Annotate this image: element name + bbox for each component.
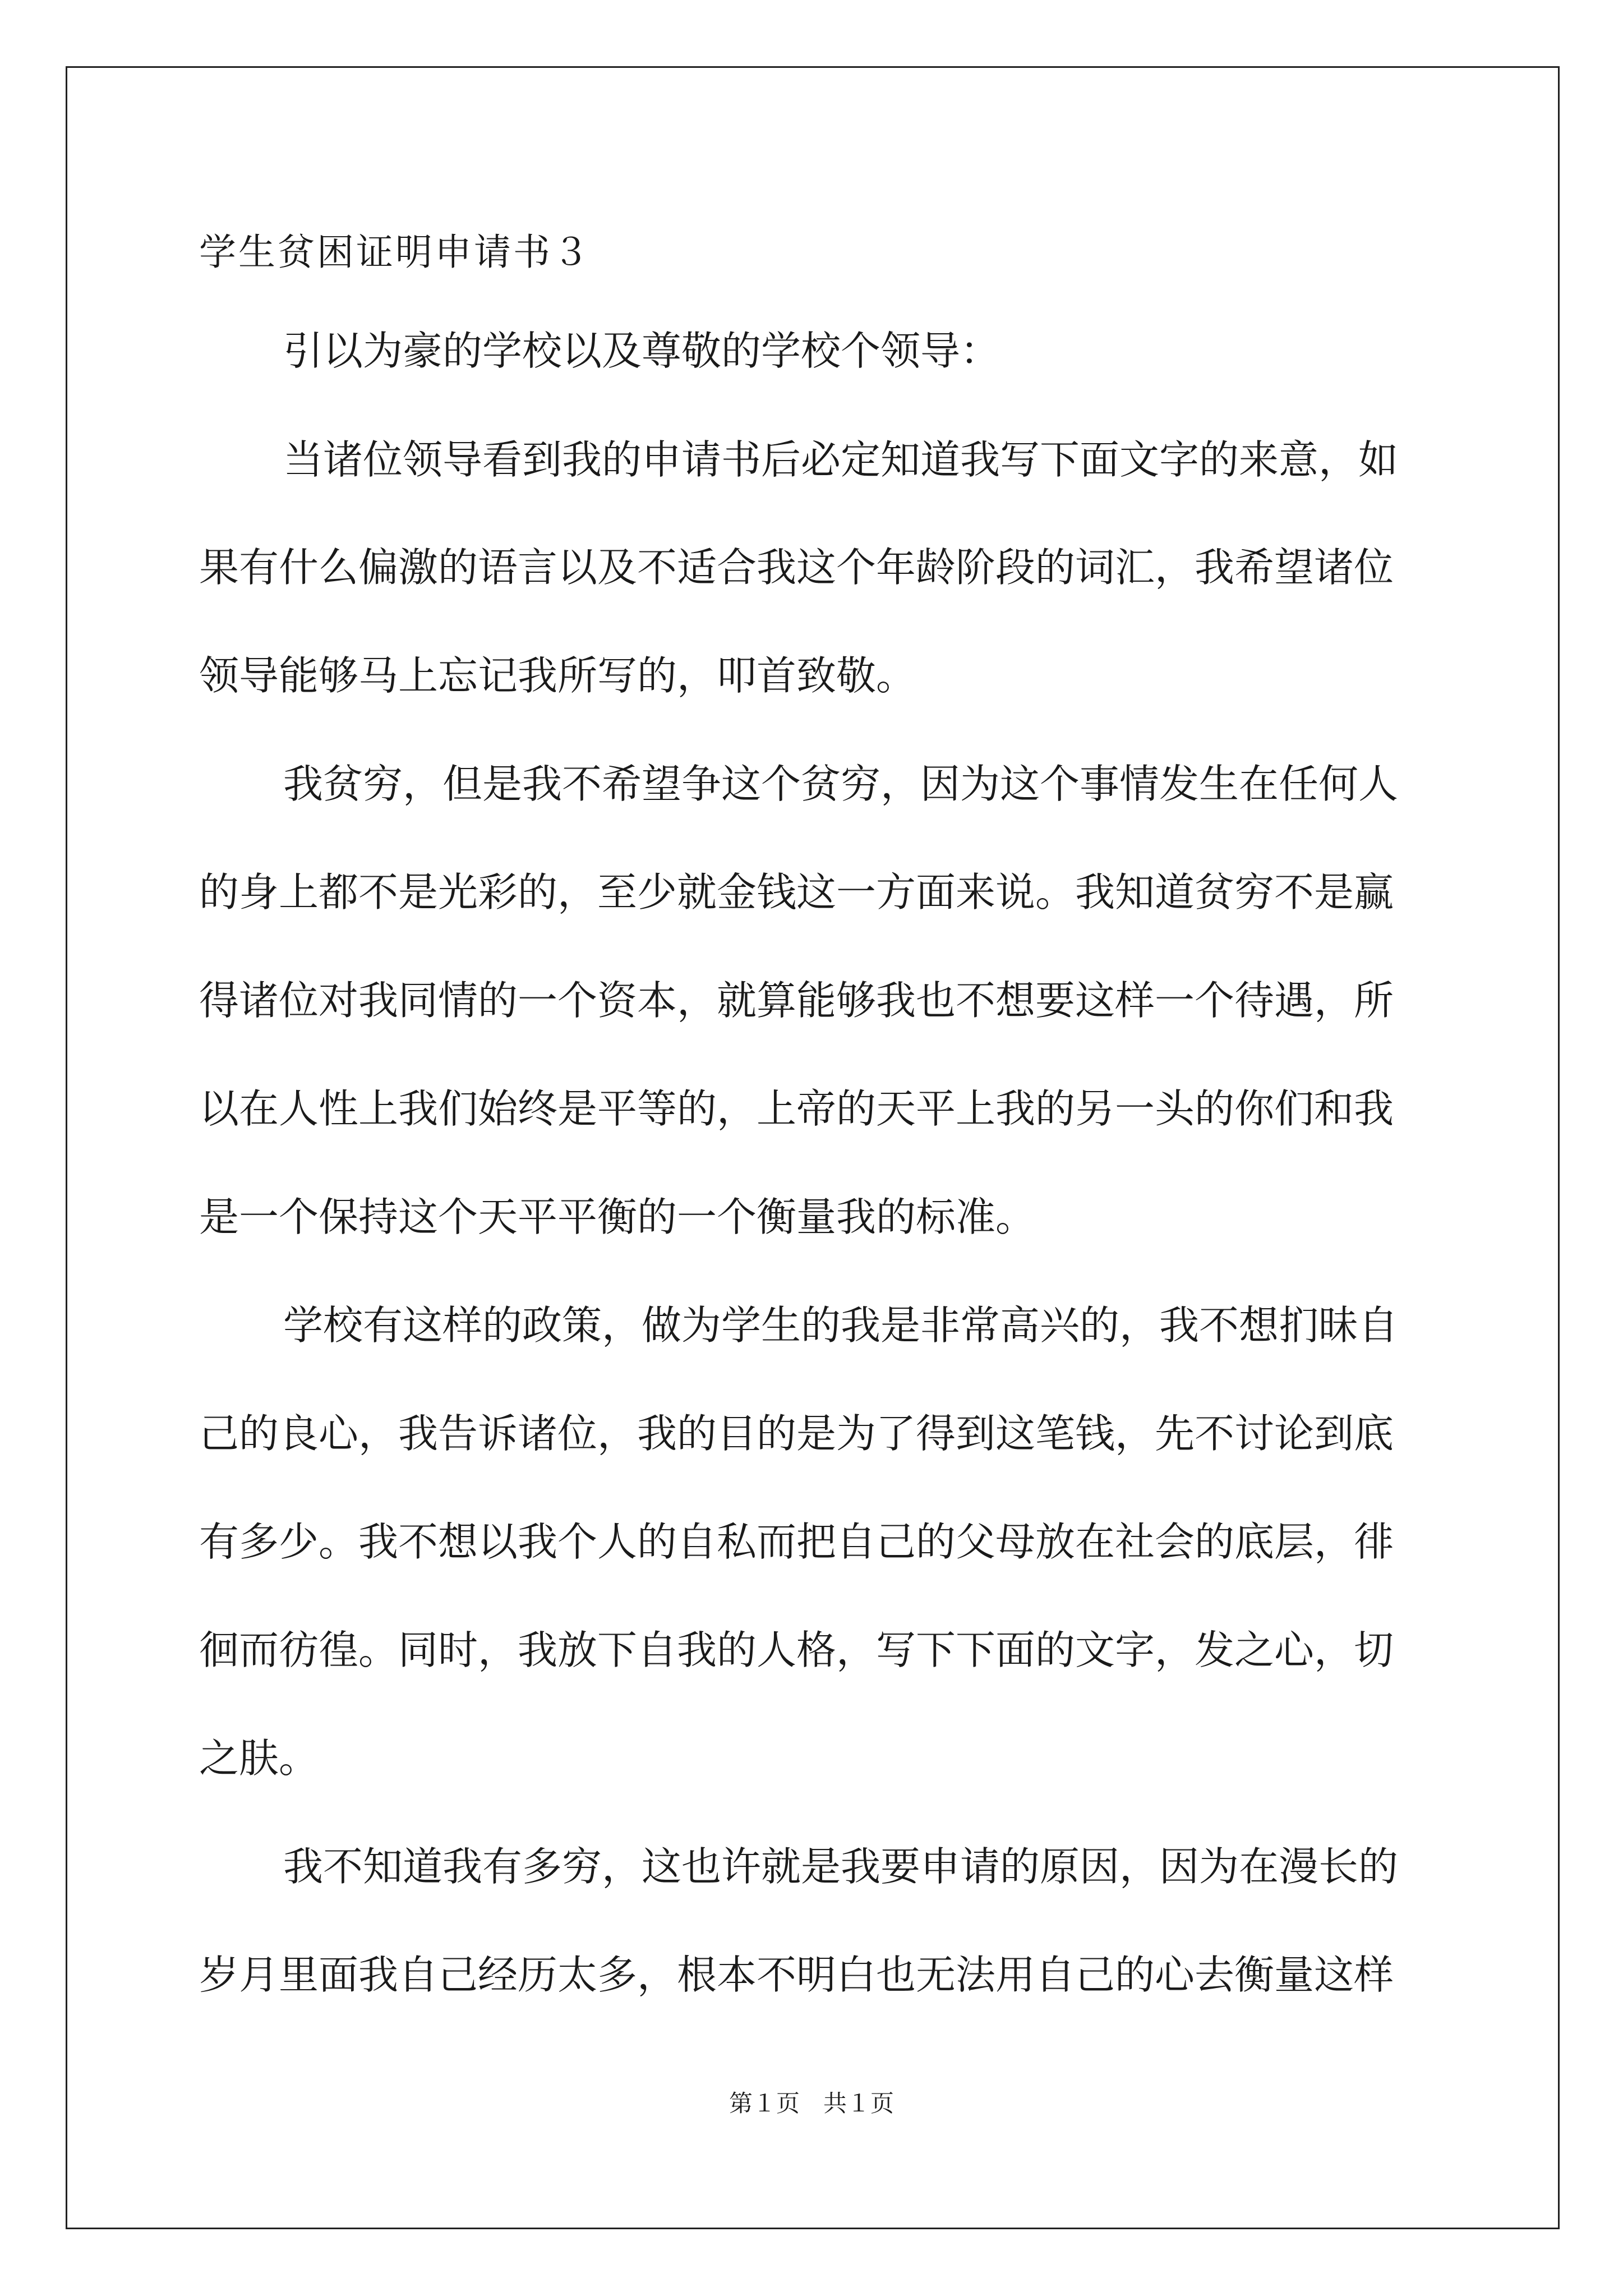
document-title: 学生贫困证明申请书３ (199, 231, 592, 274)
paragraph-3-line-3: 有多少。我不想以我个人的自私而把自己的父母放在社会的底层，徘 (199, 1519, 1394, 1565)
paragraph-3-line-4: 徊而彷徨。同时，我放下自我的人格，写下下面的文字，发之心，切 (199, 1627, 1394, 1673)
paragraph-3-line-2: 己的良心，我告诉诸位，我的目的是为了得到这笔钱，先不讨论到底 (199, 1410, 1394, 1457)
paragraph-4-line-2: 岁月里面我自己经历太多，根本不明白也无法用自己的心去衡量这样 (199, 1952, 1394, 1998)
salutation: 引以为豪的学校以及尊敬的学校个领导： (283, 328, 1000, 374)
paragraph-2-line-2: 的身上都不是光彩的，至少就金钱这一方面来说。我知道贫穷不是赢 (199, 869, 1394, 915)
page-footer: 第１页 共１页 (728, 2090, 894, 2117)
paragraph-4-line-1: 我不知道我有多穷，这也许就是我要申请的原因，因为在漫长的 (283, 1843, 1399, 1890)
paragraph-2-line-4: 以在人性上我们始终是平等的，上帝的天平上我的另一头的你们和我 (199, 1085, 1394, 1132)
paragraph-2-line-3: 得诸位对我同情的一个资本，就算能够我也不想要这样一个待遇，所 (199, 977, 1394, 1024)
paragraph-3-line-5: 之肤。 (199, 1735, 319, 1782)
page-border (66, 66, 1560, 2229)
paragraph-2-line-1: 我贫穷，但是我不希望争这个贫穷，因为这个事情发生在任何人 (283, 761, 1399, 807)
paragraph-1-line-1: 当诸位领导看到我的申请书后必定知道我写下面文字的来意，如 (283, 436, 1399, 483)
paragraph-2-line-5: 是一个保持这个天平平衡的一个衡量我的标准。 (199, 1194, 1036, 1240)
paragraph-1-line-2: 果有什么偏激的语言以及不适合我这个年龄阶段的词汇，我希望诸位 (199, 544, 1394, 591)
paragraph-3-line-1: 学校有这样的政策，做为学生的我是非常高兴的，我不想扪昧自 (283, 1302, 1399, 1349)
paragraph-1-line-3: 领导能够马上忘记我所写的，叩首致敬。 (199, 652, 916, 699)
